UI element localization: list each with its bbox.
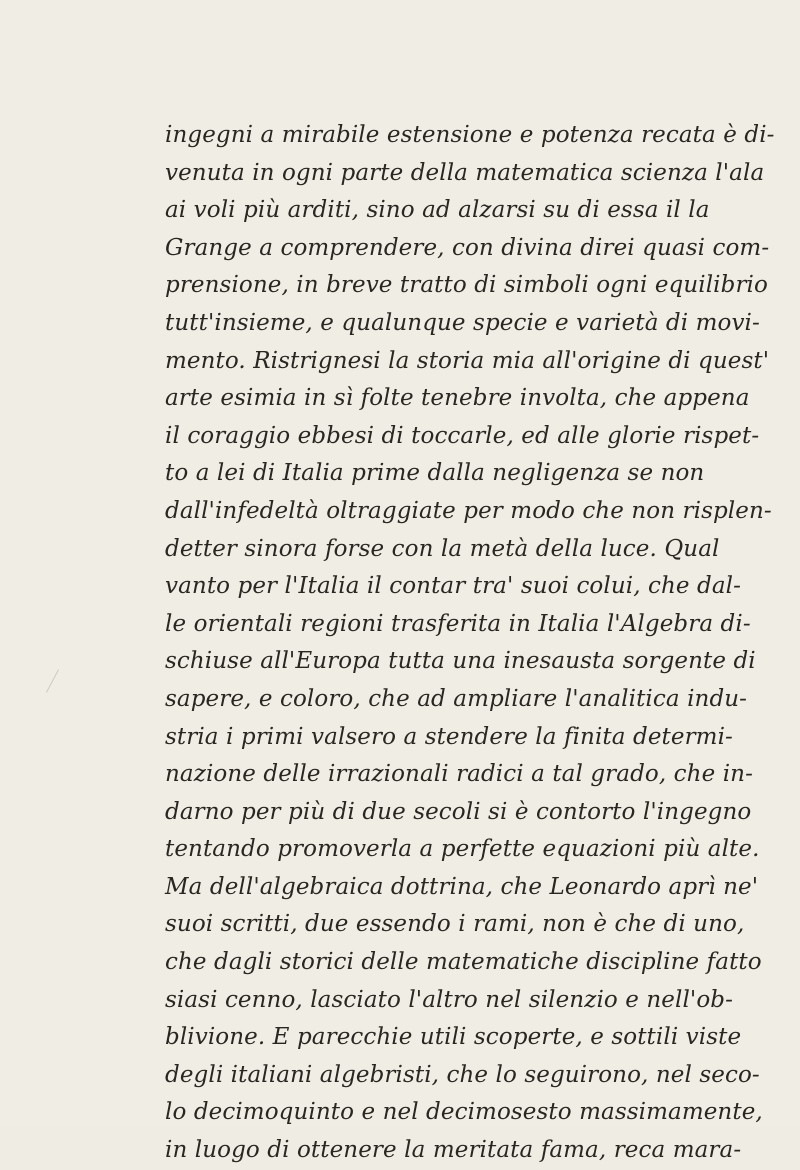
text-line: dall'infedeltà oltraggiate per modo che non risplen-	[165, 497, 772, 524]
text-line: detter sinora forse con la metà della luce. Qual	[165, 535, 720, 562]
text-line: venuta in ogni parte della matematica scienza l'ala	[165, 159, 765, 186]
text-line: in luogo di ottenere la meritata fama, reca mara-	[165, 1137, 742, 1164]
text-line: siasi cenno, lasciato l'altro nel silenzio e nell'ob-	[165, 986, 733, 1013]
text-line: suoi scritti, due essendo i rami, non è che di uno,	[165, 911, 745, 938]
margin-mark	[46, 669, 59, 692]
text-line: le orientali regioni trasferita in Italia l'Algebra di-	[165, 610, 751, 637]
text-line: arte esimia in sì folte tenebre involta, che appena	[165, 385, 750, 412]
text-line: Ma dell'algebraica dottrina, che Leonardo aprì ne'	[165, 873, 759, 900]
text-line: Grange a comprendere, con divina direi quasi com-	[165, 234, 770, 261]
text-line: schiuse all'Europa tutta una inesausta sorgente di	[165, 648, 756, 675]
text-line: ai voli più arditi, sino ad alzarsi su di essa il la	[165, 197, 710, 224]
text-line: il coraggio ebbesi di toccarle, ed alle glorie rispet-	[165, 422, 760, 449]
text-line: che dagli storici delle matematiche discipline fatto	[165, 949, 762, 976]
text-line: prensione, in breve tratto di simboli ogni equilibrio	[165, 272, 768, 299]
text-line: ingegni a mirabile estensione e potenza recata è di-	[165, 122, 775, 148]
text-line: nazione delle irrazionali radici a tal grado, che in-	[165, 761, 753, 788]
text-line: lo decimoquinto e nel decimosesto massimamente,	[165, 1099, 763, 1126]
text-line: darno per più di due secoli si è contorto l'ingegno	[165, 798, 752, 825]
text-line: degli italiani algebristi, che lo seguirono, nel seco-	[165, 1061, 760, 1088]
text-line: to a lei di Italia prime dalla negligenza se non	[165, 460, 705, 487]
body-text	[165, 117, 775, 1170]
text-line: tutt'insieme, e qualunque specie e varietà di movi-	[165, 309, 760, 336]
text-line: mento. Ristrignesi la storia mia all'origine di quest'	[165, 347, 770, 374]
text-line: tentando promoverla a perfette equazioni più alte.	[165, 836, 760, 863]
text-line: blivione. E parecchie utili scoperte, e sottili viste	[165, 1024, 742, 1051]
text-line: stria i primi valsero a stendere la finita determi-	[165, 723, 733, 750]
text-line: vanto per l'Italia il contar tra' suoi colui, che dal-	[165, 573, 742, 600]
text-line: sapere, e coloro, che ad ampliare l'analitica indu-	[165, 685, 748, 712]
